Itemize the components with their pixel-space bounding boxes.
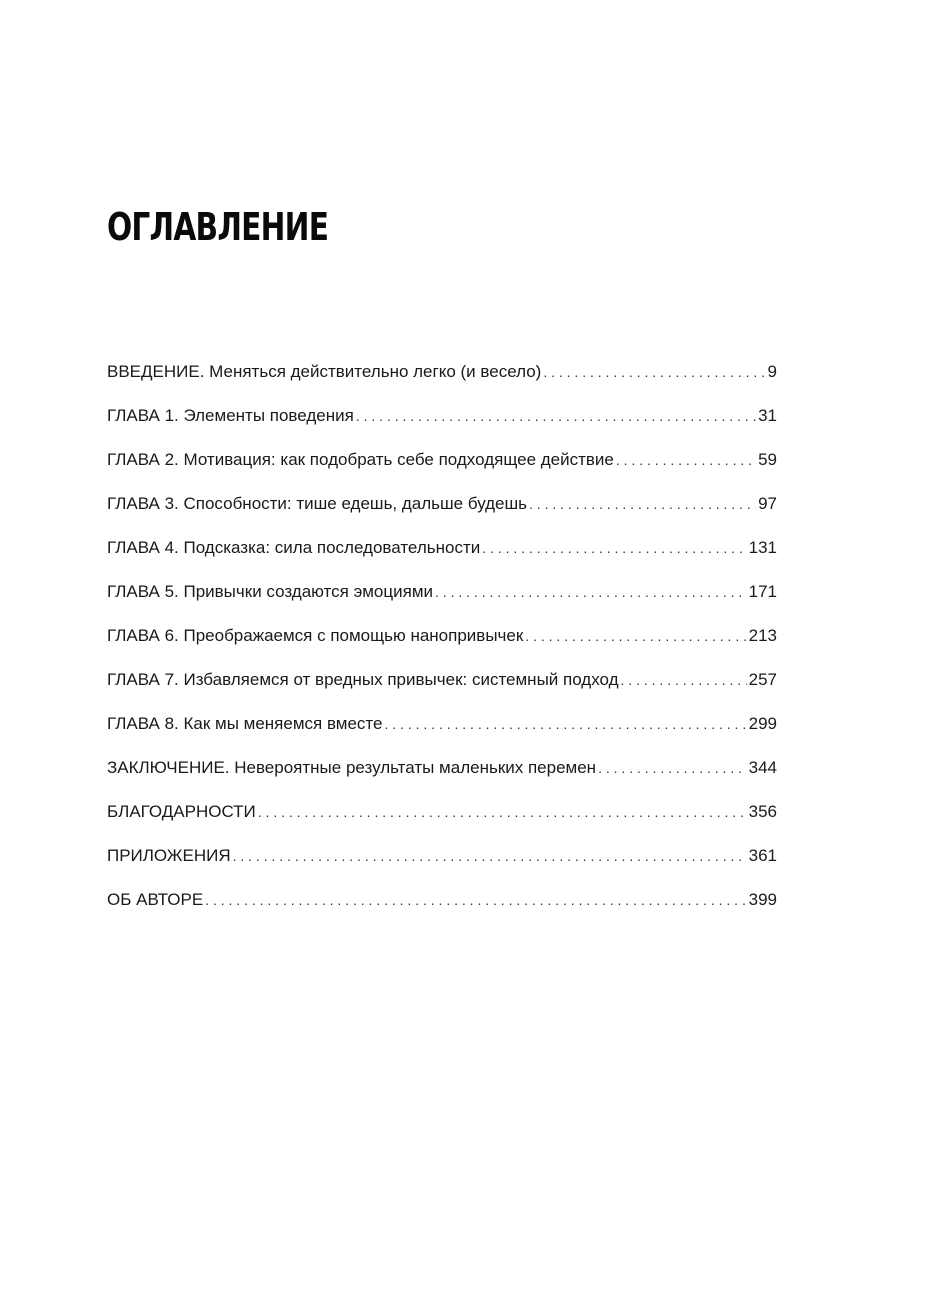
toc-entry bbox=[107, 714, 777, 758]
toc-entry-page: 213 bbox=[748, 626, 777, 645]
toc-entry-title: ГЛАВА 5. Привычки создаются эмоциями bbox=[107, 582, 434, 601]
dot-leader bbox=[525, 628, 746, 644]
toc-entry-title: ПРИЛОЖЕНИЯ bbox=[107, 846, 231, 865]
toc-entry bbox=[107, 538, 777, 582]
toc-entry-title: ЗАКЛЮЧЕНИЕ. Невероятные результаты маленьких перемен bbox=[107, 758, 597, 777]
toc-entry bbox=[107, 846, 777, 890]
toc-entry-page: 97 bbox=[758, 494, 777, 513]
dot-leader bbox=[435, 584, 747, 600]
toc-entry-title: ГЛАВА 3. Способности: тише едешь, дальше будешь bbox=[107, 494, 528, 513]
dot-leader bbox=[529, 496, 756, 512]
toc-entry bbox=[107, 890, 777, 934]
dot-leader bbox=[356, 408, 756, 424]
toc-entry bbox=[107, 670, 777, 714]
toc-entry-page: 356 bbox=[748, 802, 777, 821]
toc-entry-title: БЛАГОДАРНОСТИ bbox=[107, 802, 256, 821]
dot-leader bbox=[482, 540, 746, 556]
toc-entry-page: 361 bbox=[748, 846, 777, 865]
table-of-contents bbox=[107, 362, 777, 934]
toc-entry bbox=[107, 582, 777, 626]
toc-entry-page: 31 bbox=[758, 406, 777, 425]
toc-entry-page: 257 bbox=[748, 670, 777, 689]
toc-entry bbox=[107, 362, 777, 406]
toc-entry-title: ГЛАВА 1. Элементы поведения bbox=[107, 406, 354, 425]
toc-entry-title: ГЛАВА 8. Как мы меняемся вместе bbox=[107, 714, 383, 733]
dot-leader bbox=[543, 364, 765, 380]
toc-entry bbox=[107, 758, 777, 802]
toc-entry-page: 9 bbox=[767, 362, 777, 381]
toc-entry-title: ГЛАВА 2. Мотивация: как подобрать себе подходящее действие bbox=[107, 450, 614, 469]
toc-entry-title: ГЛАВА 7. Избавляемся от вредных привычек: системный подход bbox=[107, 670, 619, 689]
toc-entry bbox=[107, 626, 777, 670]
toc-entry-page: 59 bbox=[758, 450, 777, 469]
toc-entry-title: ГЛАВА 4. Подсказка: сила последовательности bbox=[107, 538, 481, 557]
toc-entry bbox=[107, 450, 777, 494]
toc-entry-page: 399 bbox=[748, 890, 777, 909]
dot-leader bbox=[205, 892, 746, 908]
toc-entry-title: ВВЕДЕНИЕ. Меняться действительно легко (и весело) bbox=[107, 362, 542, 381]
toc-entry-page: 171 bbox=[748, 582, 777, 601]
dot-leader bbox=[384, 716, 746, 732]
dot-leader bbox=[233, 848, 747, 864]
toc-entry-title: ГЛАВА 6. Преображаемся с помощью нанопривычек bbox=[107, 626, 524, 645]
toc-entry bbox=[107, 494, 777, 538]
dot-leader bbox=[621, 672, 747, 688]
dot-leader bbox=[616, 452, 756, 468]
toc-entry bbox=[107, 406, 777, 450]
page-title: ОГЛАВЛЕНИЕ bbox=[107, 205, 329, 249]
toc-entry-page: 344 bbox=[748, 758, 777, 777]
toc-entry-page: 131 bbox=[748, 538, 777, 557]
dot-leader bbox=[258, 804, 747, 820]
dot-leader bbox=[598, 760, 747, 776]
toc-entry bbox=[107, 802, 777, 846]
toc-entry-page: 299 bbox=[748, 714, 777, 733]
toc-entry-title: ОБ АВТОРЕ bbox=[107, 890, 204, 909]
